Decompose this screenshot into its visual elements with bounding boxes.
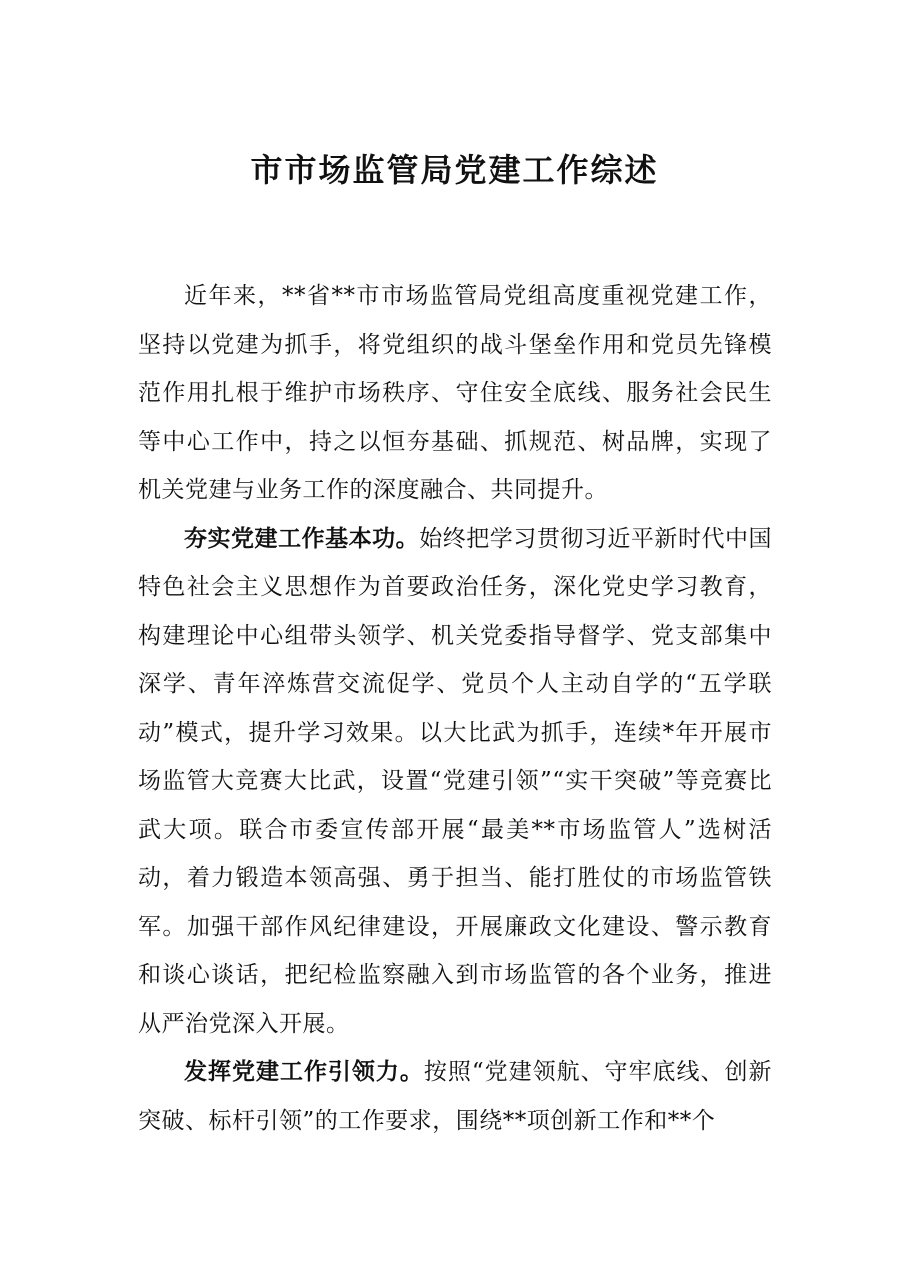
paragraph-text: 按照“党建领航、守牢底线、创新突破、标杆引领”的工作要求，围绕**项创新工作和**个 bbox=[138, 1059, 772, 1134]
paragraph-foundation bbox=[138, 515, 772, 1049]
document-body bbox=[138, 272, 772, 1145]
paragraph-intro bbox=[138, 272, 772, 515]
paragraph-text: 始终把学习贯彻习近平新时代中国特色社会主义思想作为首要政治任务，深化党史学习教育，构建理论中心组带头领学、机关党委指导督学、党支部集中深学、青年淬炼营交流促学、党员个人主动自学的“五学联动”模式，提升学习效果。以大比武为抓手，连续*年开展市场监管大竞赛大比武，设置“党建引领”“实干突破”等竞赛比武大项。联合市委宣传部开展“最美**市场监管人”选树活动，着力锻造本领高强、勇于担当、能打胜仗的市场监管铁军。加强干部作风纪律建设，开展廉政文化建设、警示教育和谈心谈话，把纪检监察融入到市场监管的各个业务，推进从严治党深入开展。 bbox=[138, 525, 773, 1037]
paragraph-text: 近年来，**省**市市场监管局党组高度重视党建工作，坚持以党建为抓手，将党组织的战斗堡垒作用和党员先锋模范作用扎根于维护市场秩序、守住安全底线、服务社会民生等中心工作中，持之以恒夯基础、抓规范、树品牌，实现了机关党建与业务工作的深度融合、共同提升。 bbox=[138, 283, 772, 503]
paragraph-lead-heading: 夯实党建工作基本功。 bbox=[184, 524, 420, 552]
paragraph-leadership bbox=[138, 1048, 772, 1145]
document-title: 市市场监管局党建工作综述 bbox=[250, 151, 659, 189]
paragraph-lead-heading: 发挥党建工作引领力。 bbox=[184, 1058, 424, 1085]
